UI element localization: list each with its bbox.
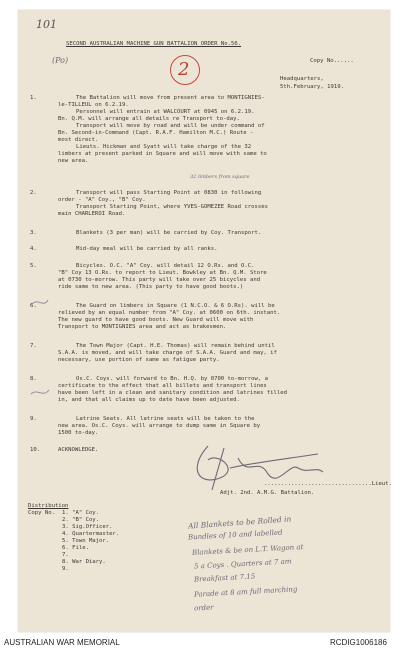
para-line: main CHARLEROI Road. xyxy=(58,211,126,217)
para-number: 6. xyxy=(30,303,37,309)
para-line: order - "A" Coy., "B" Coy. xyxy=(58,197,146,203)
para-number: 10. xyxy=(30,447,41,453)
para-line: The Town Major (Capt. H.E. Thomas) will remain behind until xyxy=(76,343,275,349)
distribution-item: 1. "A" Coy. xyxy=(62,510,100,516)
handwritten-note-line: 5 a Coys . Quarters at 7 am xyxy=(193,557,292,571)
signature-line: ................................Lieut. xyxy=(264,481,392,487)
order-heading: SECOND AUSTRALIAN MACHINE GUN BATTALION ORDER No.56. xyxy=(66,41,242,47)
footer-archive-name: AUSTRALIAN WAR MEMORIAL xyxy=(4,638,120,647)
margin-pencil-ticks xyxy=(28,290,52,410)
para-line: The new guard to have good boots. New Guard will move with xyxy=(58,317,254,323)
copy-number: Copy No...... xyxy=(310,58,354,64)
para-number: 9. xyxy=(30,416,37,422)
distribution-heading: Distribution xyxy=(28,503,69,509)
para-line: S.A.A. is moved, and will take charge of S.A.A. Guard and may, if xyxy=(58,350,277,356)
para-line: Transport Starting Point, where YVES-GOMEZEE Road crosses xyxy=(76,204,268,210)
pencil-mark: (Po) xyxy=(52,56,69,65)
para-number: 2. xyxy=(30,190,37,196)
handwritten-note-line: order xyxy=(193,603,214,613)
para-line: Lieuts. Hickman and Syatt will take charge of the 32 xyxy=(76,144,252,150)
distribution-item: 2. "B" Coy. xyxy=(62,517,100,523)
signature-title: Adjt. 2nd. A.M.G. Battalion. xyxy=(220,490,315,496)
para-number: 1. xyxy=(30,95,37,101)
para-line: le-TILLEUL on 6.2.19. xyxy=(58,102,129,108)
handwritten-note-line: All Blankets to be Rolled in xyxy=(187,514,292,531)
para-line: 1500 to-day. xyxy=(58,430,99,436)
para-line: Latrine Seats. All latrine seats will be taken to the xyxy=(76,416,255,422)
para-line: Os.C. Coys. will forward to Bn. H.Q. by 0700 to-morrow, a xyxy=(76,376,268,382)
para-line: Transport will pass Starting Point at 0830 in following xyxy=(76,190,262,196)
para-line: relieved by an equal number from "A" Coy. at 0600 on 6th. instant. xyxy=(58,310,281,316)
folio-number: 101 xyxy=(36,18,57,31)
para-line: necessary, use portion of same as fatigue party. xyxy=(58,357,220,363)
para-line: ride same to new area. (This party to have good boots.) xyxy=(58,284,244,290)
handwritten-note-line: Blankets & be on L.T. Wagon at xyxy=(191,543,304,557)
para-line: Bn. Q.M. will arrange all details re Transport to-day. xyxy=(58,116,240,122)
para-line: The Guard on limbers in Square (1 N.C.O. & 6 O.Rs). will be xyxy=(76,303,275,309)
para-line: certificate to the effect that all billets and transport lines xyxy=(58,383,267,389)
para-line: Bn. Second-in-Command (Capt. R.A.F. Hamilton M.C.) Route - xyxy=(58,130,254,136)
para-line: Mid-day meal will be carried by all ranks. xyxy=(76,246,218,252)
para-number: 5. xyxy=(30,263,37,269)
para-line: Transport to MONTIGNIES area and act as brakesmen. xyxy=(58,324,227,330)
red-stamp-number: 2 xyxy=(178,59,190,80)
para-line: Blankets (3 per man) will be carried by Coy. Transport. xyxy=(76,230,262,236)
order-date: 5th.February, 1919. xyxy=(280,84,344,90)
handwritten-note-line: Parade at 8 am full marching xyxy=(193,585,298,599)
distribution-item: 7. xyxy=(62,552,69,558)
distribution-item: 3. Sig.Officer. xyxy=(62,524,113,530)
para-number: 4. xyxy=(30,246,37,252)
distribution-item: 9. xyxy=(62,566,69,572)
handwritten-note-line: Bundles of 10 and labelled xyxy=(187,528,283,542)
para-line: new area. Os.C. Coys. will arrange to dump same in Square by xyxy=(58,423,261,429)
para-line: Personnel will entrain at WALCOURT at 0945 on 6.2.19. xyxy=(76,109,255,115)
para-line: at 0730 to-morrow. This party will take over 25 bicycles and xyxy=(58,277,261,283)
para-line: in, and that all claims up to date have been adjusted. xyxy=(58,397,240,403)
distribution-item: 6. File. xyxy=(62,545,89,551)
para-line: most direct. xyxy=(58,137,99,143)
handwritten-note-line: Breakfast at 7.15 xyxy=(193,572,256,584)
para-line: limbers at present parked in Square and will move with same to xyxy=(58,151,267,157)
para-line: have been left in a clean and sanitary condition and latrines filled xyxy=(58,390,288,396)
para-line: The Battalion will move from present area to MONTIGNIES- xyxy=(76,95,265,101)
footer-record-id: RCDIG1006186 xyxy=(330,638,387,647)
headquarters: Headquarters, xyxy=(280,76,324,82)
para-line: new area. xyxy=(58,158,89,164)
distribution-copy-label: Copy No. xyxy=(28,510,55,516)
para-number: 8. xyxy=(30,376,37,382)
para-line: Transport will move by road and will be under command of xyxy=(76,123,265,129)
distribution-item: 5. Town Major. xyxy=(62,538,110,544)
margin-note: 32 limbers from square xyxy=(190,174,250,180)
para-line: "B" Coy 13 O.Rs. to report to Lieut. Bowkley at Bn. Q.M. Store xyxy=(58,270,267,276)
para-number: 3. xyxy=(30,230,37,236)
document-page xyxy=(18,10,390,632)
para-number: 7. xyxy=(30,343,37,349)
distribution-item: 8. War Diary. xyxy=(62,559,106,565)
para-line: Bicycles. O.C. "A" Coy. will detail 12 O.Rs. and O.C. xyxy=(76,263,255,269)
para-line: ACKNOWLEDGE. xyxy=(58,447,99,453)
distribution-item: 4. Quartermaster. xyxy=(62,531,120,537)
